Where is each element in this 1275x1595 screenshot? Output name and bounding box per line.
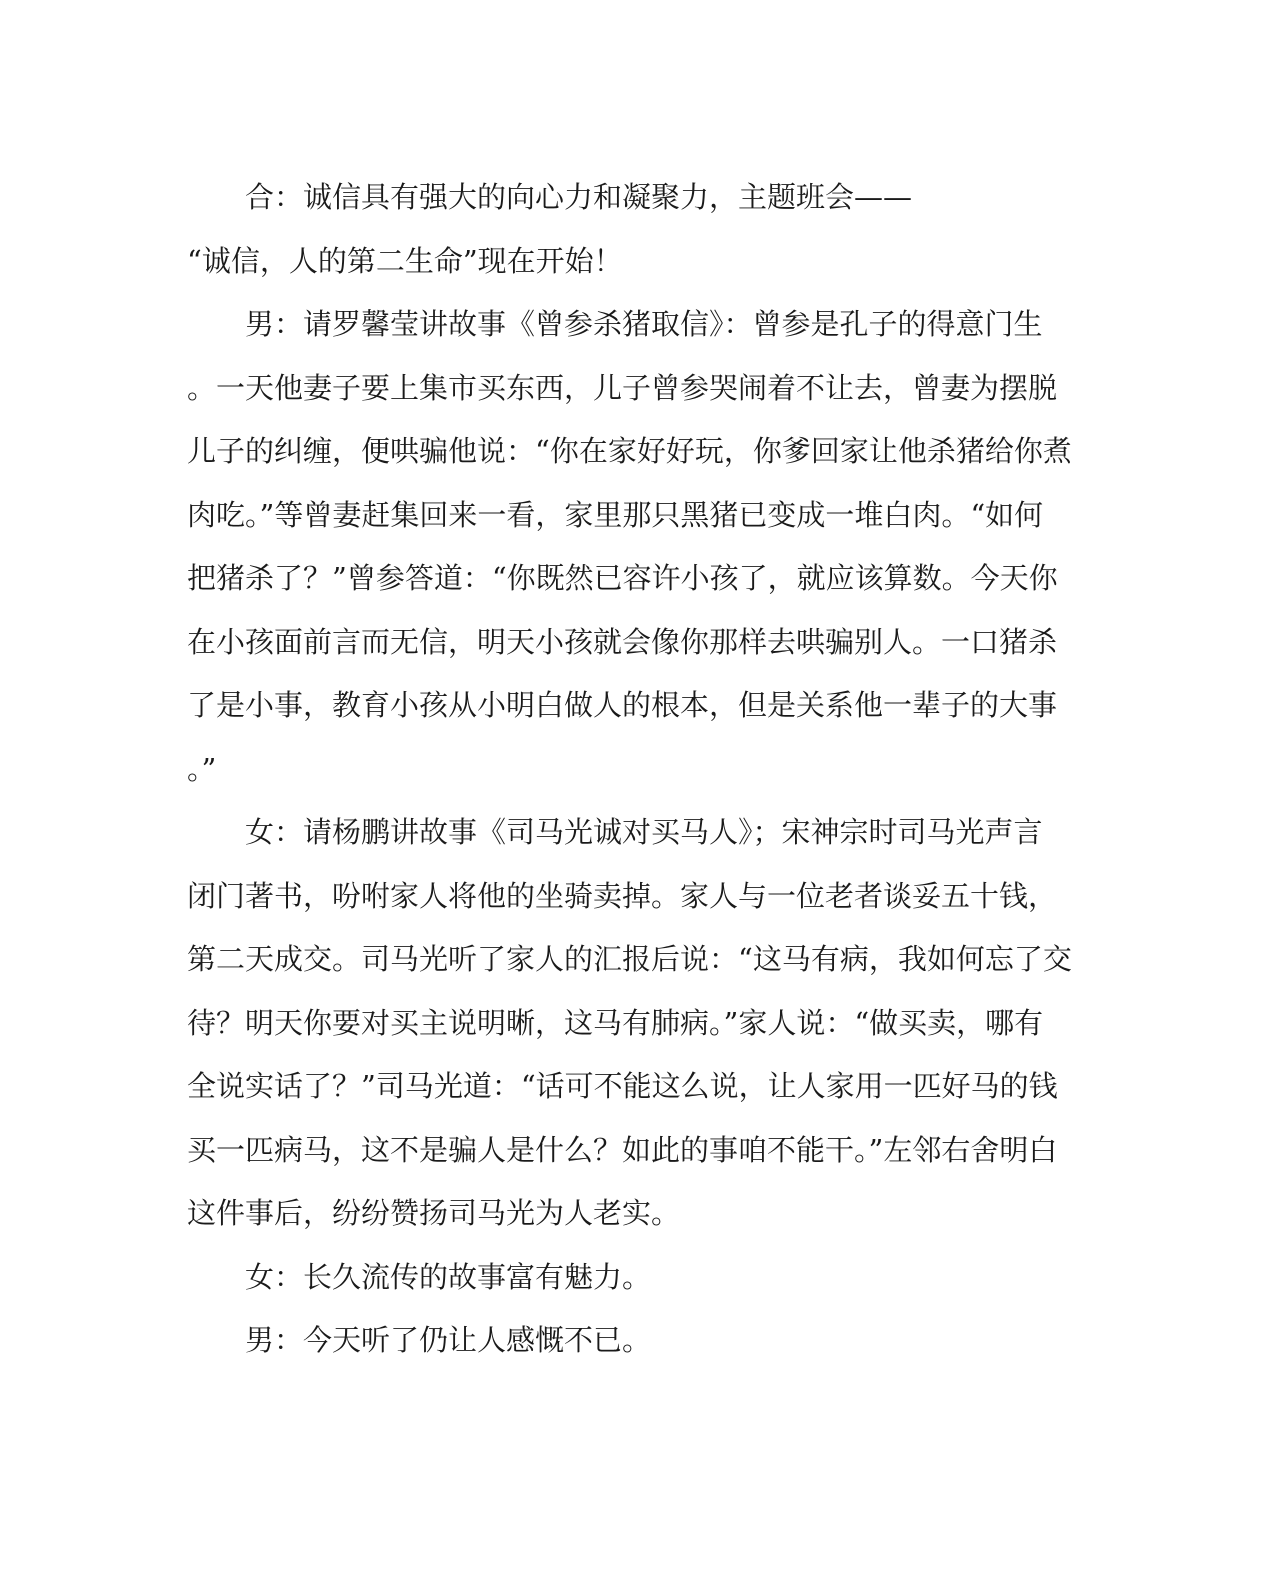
text-line: 待？明天你要对买主说明晰，这马有肺病。”家人说：“做买卖，哪有 bbox=[187, 1005, 1044, 1040]
text-line: 男：今天听了仍让人感慨不已。 bbox=[245, 1323, 652, 1357]
text-line: 全说实话了？”司马光道：“话可不能这么说，让人家用一匹好马的钱 bbox=[187, 1069, 1058, 1103]
text-line: 肉吃。”等曾妻赶集回来一看，家里那只黑猪已变成一堆白肉。“如何 bbox=[187, 497, 1044, 532]
text-line: “诚信，人的第二生命”现在开始！ bbox=[187, 243, 623, 278]
text-line: 买一匹病马，这不是骗人是什么？如此的事咱不能干。”左邻右舍明白 bbox=[187, 1132, 1058, 1167]
text-line: 女：请杨鹏讲故事《司马光诚对买马人》；宋神宗时司马光声言 bbox=[245, 815, 1043, 849]
text-line: 儿子的纠缠，便哄骗他说：“你在家好好玩，你爹回家让他杀猪给你煮 bbox=[187, 434, 1072, 468]
text-line: 第二天成交。司马光听了家人的汇报后说：“这马有病，我如何忘了交 bbox=[187, 942, 1072, 976]
document-body bbox=[187, 166, 1072, 1373]
text-line: 闭门著书，吩咐家人将他的坐骑卖掉。家人与一位老者谈妥五十钱， bbox=[187, 878, 1058, 913]
text-line: 。一天他妻子要上集市买东西，儿子曾参哭闹着不让去，曾妻为摆脱 bbox=[187, 370, 1058, 405]
text-line: 把猪杀了？”曾参答道：“你既然已容许小孩了，就应该算数。今天你 bbox=[187, 561, 1058, 595]
text-line: 在小孩面前言而无信，明天小孩就会像你那样去哄骗别人。一口猪杀 bbox=[187, 624, 1058, 659]
text-line: 合：诚信具有强大的向心力和凝聚力，主题班会—— bbox=[245, 180, 913, 214]
text-line: 男：请罗馨莹讲故事《曾参杀猪取信》：曾参是孔子的得意门生 bbox=[245, 307, 1043, 341]
text-line: 了是小事，教育小孩从小明白做人的根本，但是关系他一辈子的大事 bbox=[187, 688, 1058, 722]
text-line: 女：长久流传的故事富有魅力。 bbox=[245, 1259, 652, 1294]
text-line: 。” bbox=[187, 751, 217, 786]
text-line: 这件事后，纷纷赞扬司马光为人老实。 bbox=[187, 1196, 681, 1230]
